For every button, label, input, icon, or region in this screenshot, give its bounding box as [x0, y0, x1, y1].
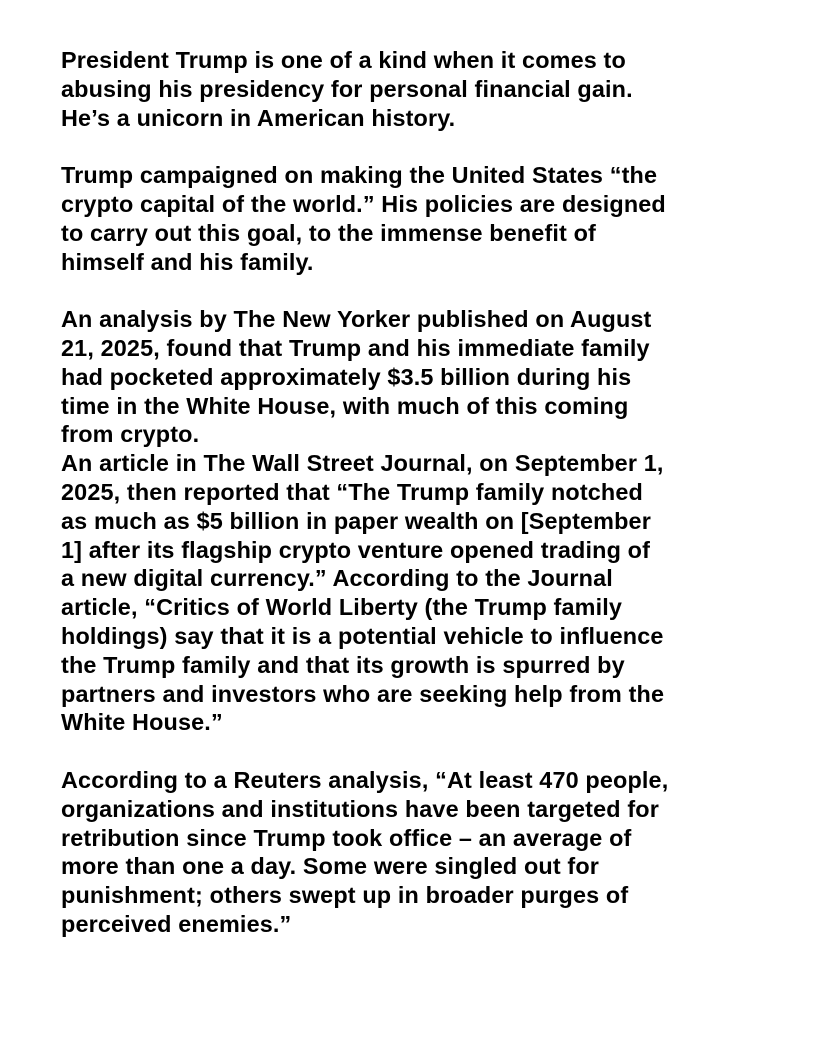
paragraph-spacer [61, 737, 781, 766]
paragraph-new-yorker-analysis: An analysis by The New Yorker published on August 21, 2025, found that Trump and his immediate family had pocketed approximately $3.5 billion during his time in the White House, with much of this coming from crypto. [61, 306, 652, 448]
paragraph-reuters-analysis: According to a Reuters analysis, “At least 470 people, organizations and institutions have been targeted for retribution since Trump took office – an average of more than one a day. Some were singled out for punishment; others swept up in broader purges of perceived enemies.” [61, 766, 669, 937]
paragraph-spacer [61, 276, 781, 305]
paragraph-trump-unicorn: President Trump is one of a kind when it comes to abusing his presidency for personal financial gain. He’s a unicorn in American history. [61, 47, 633, 131]
document-body [61, 46, 781, 939]
paragraph-spacer [61, 132, 781, 161]
paragraph-crypto-capital: Trump campaigned on making the United States “the crypto capital of the world.” His policies are designed to carry out this goal, to the immense benefit of himself and his family. [61, 162, 666, 275]
paragraph-wsj-article: An article in The Wall Street Journal, on September 1, 2025, then reported that “The Trump family notched as much as $5 billion in paper wealth on [September 1] after its flagship crypto venture opened trading of a new digital currency.” According to the Journal article, “Critics of World Liberty (the Trump family holdings) say that it is a potential vehicle to influence the Trump family and that its growth is spurred by partners and investors who are seeking help from the White House.” [61, 450, 665, 736]
